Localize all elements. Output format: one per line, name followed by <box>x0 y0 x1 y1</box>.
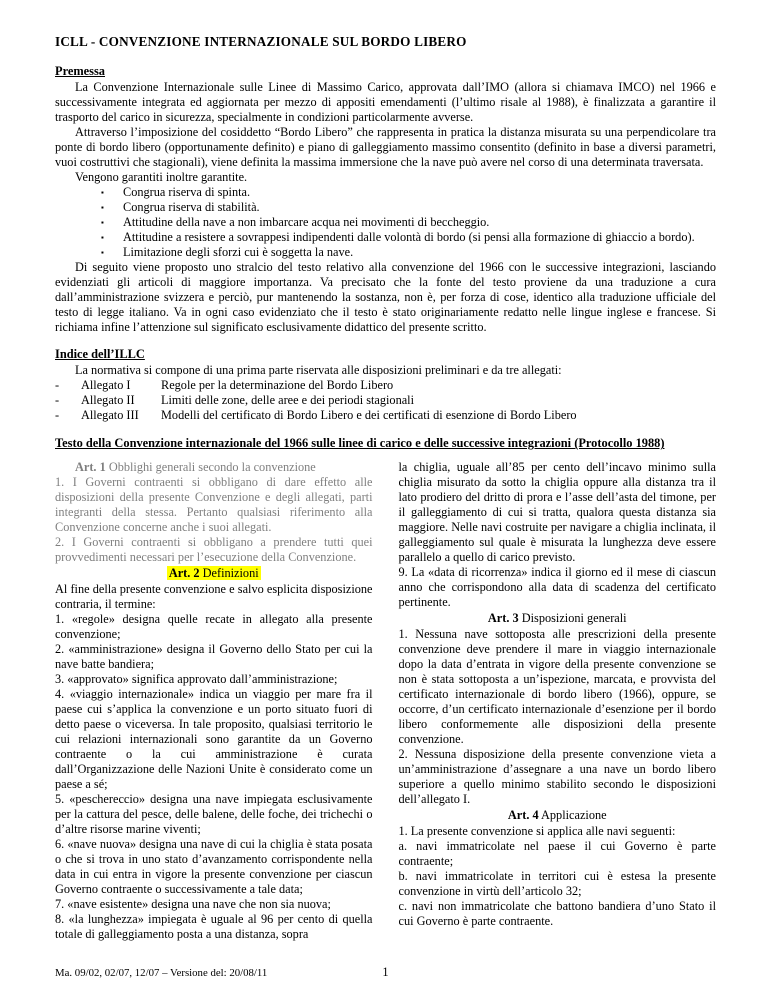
bullet-text: Congrua riserva di stabilità. <box>123 200 260 215</box>
allegato-text: Regole per la determinazione del Bordo Libero <box>161 378 394 393</box>
bullet-text: Attitudine a resistere a sovrappesi indipendenti dalle volontà di bordo (si pensi alla formazione di ghiaccio a bordo). <box>123 230 695 245</box>
art1-number: Art. 1 <box>75 460 106 475</box>
art4-title <box>399 808 717 823</box>
bullet-item <box>101 230 716 245</box>
art4-item-a: a. navi immatricolate nel paese il cui Governo è parte contraente; <box>398 839 716 869</box>
square-bullet-icon: ▪ <box>101 203 104 213</box>
two-column-body <box>55 460 716 942</box>
section-premessa <box>55 64 716 335</box>
definition-5: 5. «peschereccio» designa una nave impiegata esclusivamente per la cattura del pesce, delle balene, delle foche, dei trichechi o d’altre risorse marine viventi; <box>55 792 373 837</box>
art1-title-text: Obblighi generali secondo la convenzione <box>108 460 316 475</box>
right-column <box>399 460 717 942</box>
art4-paragraph-1: 1. La presente convenzione si applica alle navi seguenti: <box>398 824 676 839</box>
art2-title-text: Definizioni <box>202 566 259 581</box>
dash-marker: - <box>55 378 60 393</box>
art3-paragraph-2: 2. Nessuna disposizione della presente convenzione vieta a un’amministrazione d’assegnare a una nave un bordo libero superiore a quello minimo stabilito secondo le disposizioni dell’allegato I. <box>398 747 716 807</box>
allegato-text: Limiti delle zone, delle aree e dei periodi stagionali <box>161 393 415 408</box>
definition-9: 9. La «data di ricorrenza» indica il giorno ed il mese di ciascun anno che corrispondono alla data di scadenza del certificato pertinente. <box>398 565 716 610</box>
allegato-row <box>55 393 716 408</box>
allegato-row <box>55 408 716 423</box>
square-bullet-icon: ▪ <box>101 218 104 228</box>
page-footer <box>55 964 716 980</box>
testo-heading: Testo della Convenzione internazionale del 1966 sulle linee di carico e delle successive integrazioni (Protocollo 1988) <box>55 436 665 451</box>
definition-8: 8. «la lunghezza» impiegata è uguale al 96 per cento di quella totale di galleggiamento posta a una distanza, sopra <box>55 912 373 942</box>
art4-item-c: c. navi non immatricolate che battono bandiera d’uno Stato il cui Governo è parte contraente. <box>398 899 716 929</box>
definition-4: 4. «viaggio internazionale» indica un viaggio per mare fra il paese cui s’applica la convenzione e un porto situato fuori di detto paese o viceversa. In tale proposito, qualsiasi territorio le cui relazioni internazionali sono garantite da un Governo contraente o la cui amministrazione è curata dall’Organizzazione delle Nazioni Unite è considerato come un paese a sé; <box>55 687 373 792</box>
allegato-label: Allegato II <box>81 393 135 408</box>
dash-marker: - <box>55 408 60 423</box>
bullet-item <box>101 215 716 230</box>
bullet-item <box>101 245 716 260</box>
art3-title-text: Disposizioni generali <box>521 611 627 626</box>
art2-title <box>55 566 373 581</box>
left-column <box>55 460 373 942</box>
art2-number: Art. 2 <box>168 566 200 581</box>
art4-title-text: Applicazione <box>541 808 607 823</box>
allegato-label: Allegato III <box>81 408 139 423</box>
allegato-row <box>55 378 716 393</box>
indice-intro: La normativa si compone di una prima parte riservata alle disposizioni preliminari e da tre allegati: <box>75 363 562 378</box>
square-bullet-icon: ▪ <box>101 248 104 258</box>
bullet-item <box>101 185 716 200</box>
footer-version-text: Ma. 09/02, 02/07, 12/07 – Versione del: 20/08/11 <box>55 966 268 979</box>
definition-1: 1. «regole» designa quelle recate in allegato alla presente convenzione; <box>55 612 373 642</box>
dash-marker: - <box>55 393 60 408</box>
art1-paragraph-1: 1. I Governi contraenti si obbligano di dare effetto alle disposizioni della presente Convenzione e degli allegati, parti integranti della stessa. Pertanto qualsiasi riferimento alla Convenzione concerne anche i suoi allegati. <box>55 475 373 535</box>
definition-2: 2. «amministrazione» designa il Governo dello Stato per cui la nave batte bandiera; <box>55 642 373 672</box>
art4-item-b: b. navi immatricolate in territori cui è estesa la presente convenzione in virtù dell’articolo 32; <box>398 869 716 899</box>
definition-8-continuation: la chiglia, uguale all’85 per cento dell’incavo minimo sulla chiglia misurato da sotto la chiglia oppure alla distanza tra il lato prodiero del dritto di prora e l’asse dell’asta del timone, per il galleggiamento di cui si tratta, qualora questa distanza sia maggiore. Nelle navi costruite per navigare a chiglia inclinata, il galleggiamento sul quale è misurata la lunghezza deve essere parallelo a quello di carico previsto. <box>398 460 716 565</box>
art2-intro: Al fine della presente convenzione e salvo esplicita disposizione contraria, il termine: <box>55 582 373 612</box>
art4-number: Art. 4 <box>507 808 539 823</box>
highlight <box>167 566 261 580</box>
allegato-label: Allegato I <box>81 378 131 393</box>
allegato-text: Modelli del certificato di Bordo Libero e dei certificati di esenzione di Bordo Libero <box>161 408 577 423</box>
premessa-paragraph-3: Vengono garantiti inoltre garantite. <box>75 170 248 185</box>
premessa-paragraph-2: Attraverso l’imposizione del cosiddetto “Bordo Libero” che rappresenta in pratica la distanza misurata su una perpendicolare tra ponte di bordo libero (opportunamente definito) e piano di galleggiamento massimo consentito (definito in base a diversi parametri, vuoi costruttivi che stagionali), viene definita la massima immersione che la nave può avere nel corso di una determinata traversata. <box>55 125 716 170</box>
art1-title <box>55 460 373 475</box>
bullet-item <box>101 200 716 215</box>
section-indice <box>55 347 716 423</box>
guarantee-bullet-list <box>55 185 716 260</box>
page-number: 1 <box>382 965 389 979</box>
definition-3: 3. «approvato» significa approvato dall’amministrazione; <box>55 672 338 687</box>
indice-heading: Indice dell’ILLC <box>55 347 145 362</box>
bullet-text: Congrua riserva di spinta. <box>123 185 251 200</box>
page-title: ICLL - CONVENZIONE INTERNAZIONALE SUL BORDO LIBERO <box>55 34 467 49</box>
premessa-paragraph-4: Di seguito viene proposto uno stralcio del testo relativo alla convenzione del 1966 con le successive integrazioni, lasciando evidenziati gli articoli di maggiore importanza. Va precisato che la fonte del testo proviene da una traduzione a cura dall’amministrazione svizzera e perciò, pur mantenendo la sostanza, non è, per forza di cose, identico alla traduzione ufficiale del testo di legge italiano. Va in ogni caso evidenziato che il testo è stato originariamente redatto nelle lingue inglese e francese. Si richiama infine l’attenzione sul significato esclusivamente didattico del presente scritto. <box>55 260 716 335</box>
bullet-text: Attitudine della nave a non imbarcare acqua nei movimenti di beccheggio. <box>123 215 490 230</box>
premessa-paragraph-1: La Convenzione Internazionale sulle Linee di Massimo Carico, approvata dall’IMO (allora si chiamava IMCO) nel 1966 e successivamente integrata ed aggiornata per mezzo di appositi emendamenti (l’ultimo risale al 1988), è finalizzata a garantire il trasporto del carico in sicurezza, specialmente in condizioni particolarmente avverse. <box>55 80 716 125</box>
art3-title <box>399 611 717 626</box>
square-bullet-icon: ▪ <box>101 188 104 198</box>
definition-7: 7. «nave esistente» designa una nave che non sia nuova; <box>55 897 331 912</box>
square-bullet-icon: ▪ <box>101 233 104 243</box>
definition-6: 6. «nave nuova» designa una nave di cui la chiglia è stata posata o che si trova in uno stato d’avanzamento corrispondente nella data in cui entra in vigore la presente convenzione per ciascun Governo contraente o successivamente a tale data; <box>55 837 373 897</box>
art3-number: Art. 3 <box>487 611 519 626</box>
art3-paragraph-1: 1. Nessuna nave sottoposta alle prescrizioni della presente convenzione deve prendere il mare in viaggio internazionale dopo la data d’entrata in vigore della presente convenzione se non è stata sottoposta a un’ispezione, marcata, e provvista del certificato internazionale di bordo libero (1966), oppure, se occorre, d’un certificato internazionale d’esenzione per il bordo libero conformemente alle disposizioni della presente convenzione. <box>398 627 716 747</box>
art1-paragraph-2: 2. I Governi contraenti si obbligano a prendere tutti quei provvedimenti necessari per l’esecuzione della Convenzione. <box>55 535 373 565</box>
bullet-text: Limitazione degli sforzi cui è soggetta la nave. <box>123 245 354 260</box>
premessa-heading: Premessa <box>55 64 106 79</box>
